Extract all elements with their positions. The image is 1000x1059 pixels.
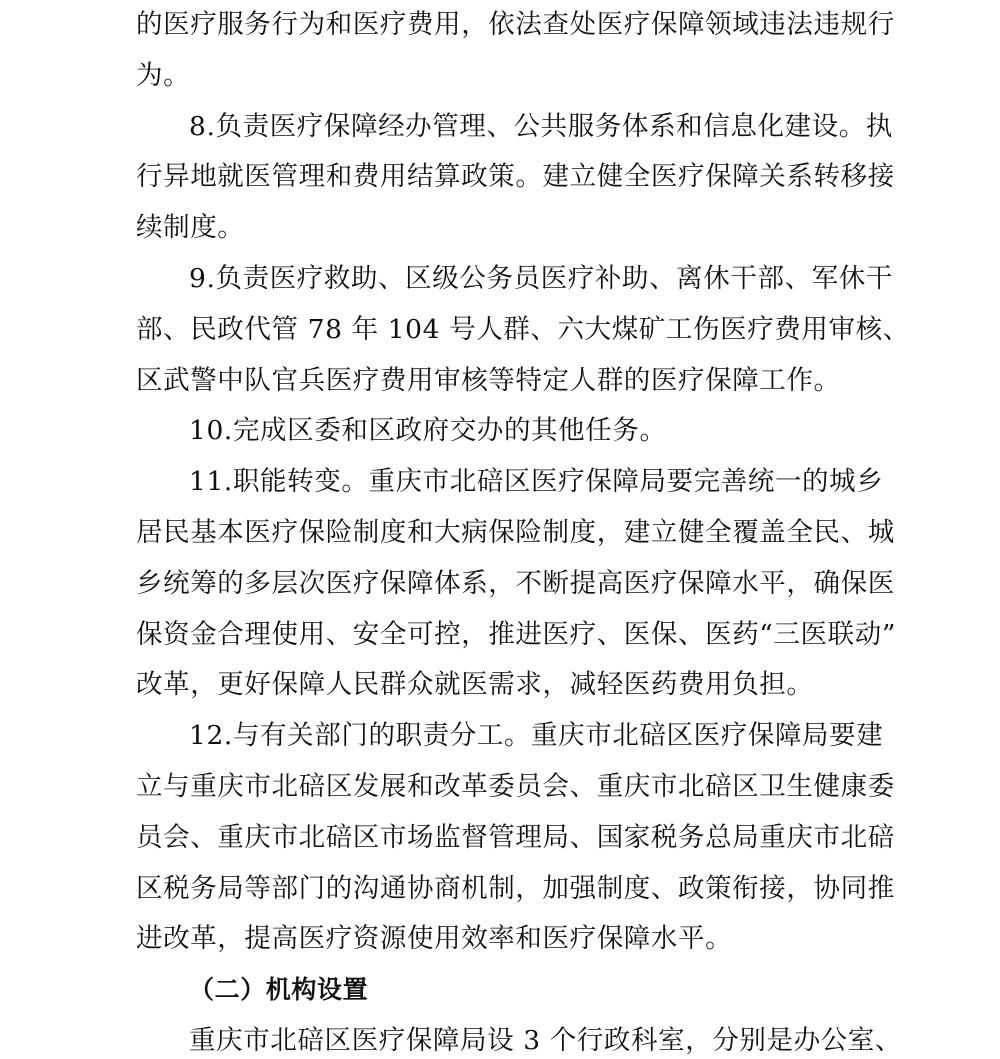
paragraph-line: 员会、重庆市北碚区市场监督管理局、国家税务总局重庆市北碚 [136, 821, 895, 853]
paragraph-line: 的医疗服务行为和医疗费用，依法查处医疗保障领域违法违规行 [136, 9, 895, 40]
paragraph-line: 为。 [136, 59, 191, 91]
paragraph-line: 保资金合理使用、安全可控，推进医疗、医保、医药“三医联动” [136, 618, 896, 650]
paragraph-line: 改革，更好保障人民群众就医需求，减轻医药费用负担。 [136, 669, 814, 701]
paragraph-line: 重庆市北碚区医疗保障局设 3 个行政科室，分别是办公室、 [189, 1024, 903, 1056]
paragraph-line: 居民基本医疗保险制度和大病保险制度，建立健全覆盖全民、城 [136, 516, 895, 548]
paragraph-line: 区税务局等部门的沟通协商机制，加强制度、政策衔接，协同推 [136, 872, 895, 904]
paragraph-line: 续制度。 [136, 212, 245, 244]
paragraph-line: 行异地就医管理和费用结算政策。建立健全医疗保障关系转移接 [136, 161, 895, 193]
paragraph-line: 12.与有关部门的职责分工。重庆市北碚区医疗保障局要建 [189, 720, 884, 752]
section-heading: （二）机构设置 [189, 975, 369, 1005]
paragraph-line: 10.完成区委和区政府交办的其他任务。 [189, 415, 667, 447]
paragraph-line: 8.负责医疗保障经办管理、公共服务体系和信息化建设。执 [189, 110, 893, 142]
paragraph-line: 乡统筹的多层次医疗保障体系，不断提高医疗保障水平，确保医 [136, 567, 895, 599]
document-body [136, 0, 910, 1059]
paragraph-line: 立与重庆市北碚区发展和改革委员会、重庆市北碚区卫生健康委 [136, 770, 895, 802]
paragraph-line: 进改革，提高医疗资源使用效率和医疗保障水平。 [136, 923, 733, 955]
paragraph-line: 区武警中队官兵医疗费用审核等特定人群的医疗保障工作。 [136, 364, 841, 396]
paragraph-line: 部、民政代管 78 年 104 号人群、六大煤矿工伤医疗费用审核、 [136, 313, 910, 345]
paragraph-line: 11.职能转变。重庆市北碚区医疗保障局要完善统一的城乡 [189, 466, 884, 498]
paragraph-line: 9.负责医疗救助、区级公务员医疗补助、离休干部、军休干 [189, 262, 893, 294]
